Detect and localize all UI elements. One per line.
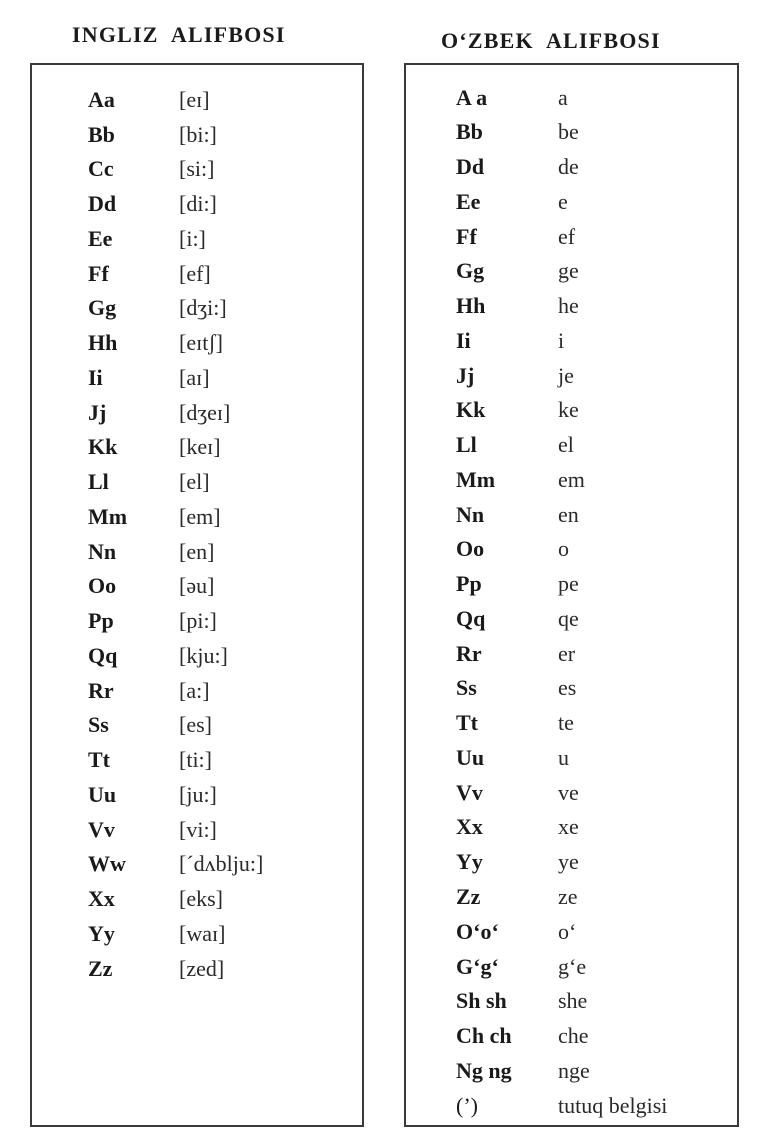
letter: Ff bbox=[456, 224, 477, 249]
alphabet-row bbox=[88, 815, 217, 845]
letter-name: em bbox=[558, 467, 585, 492]
alphabet-row bbox=[88, 328, 223, 358]
alphabet-row bbox=[88, 363, 210, 393]
alphabet-row bbox=[456, 465, 585, 495]
alphabet-row bbox=[456, 222, 576, 252]
alphabet-row bbox=[456, 1091, 668, 1121]
letter: Ss bbox=[88, 712, 109, 737]
alphabet-row bbox=[88, 224, 206, 254]
letter: Nn bbox=[88, 539, 117, 564]
letter-name: ef bbox=[558, 224, 576, 249]
pronunciation: [aɪ] bbox=[179, 365, 210, 390]
letter: Qq bbox=[88, 643, 118, 668]
alphabet-row bbox=[456, 639, 576, 669]
letter: Ww bbox=[88, 851, 126, 876]
pronunciation: [si:] bbox=[179, 156, 215, 181]
letter: Vv bbox=[456, 780, 483, 805]
letter-name: che bbox=[558, 1023, 589, 1048]
letter-name: be bbox=[558, 119, 579, 144]
pronunciation: [em] bbox=[179, 504, 221, 529]
letter: Ii bbox=[88, 365, 103, 390]
letter: G‘g‘ bbox=[456, 954, 499, 979]
alphabet-row bbox=[456, 326, 565, 356]
letter-name: de bbox=[558, 154, 579, 179]
alphabet-row bbox=[88, 919, 226, 949]
letter-name: ke bbox=[558, 397, 579, 422]
alphabet-row bbox=[456, 882, 578, 912]
letter-name: je bbox=[558, 363, 574, 388]
letter: Xx bbox=[456, 814, 483, 839]
pronunciation: [əu] bbox=[179, 573, 215, 598]
letter: Kk bbox=[456, 397, 486, 422]
letter-name: nge bbox=[558, 1058, 590, 1083]
alphabet-row bbox=[456, 743, 569, 773]
alphabet-row bbox=[456, 361, 574, 391]
letter-name: tutuq belgisi bbox=[558, 1093, 668, 1118]
alphabet-row bbox=[88, 154, 215, 184]
letter-name: qe bbox=[558, 606, 579, 631]
alphabet-row bbox=[88, 120, 217, 150]
alphabet-row bbox=[88, 293, 227, 323]
pronunciation: [eɪ] bbox=[179, 87, 210, 112]
alphabet-row bbox=[88, 571, 215, 601]
english-alphabet-table bbox=[30, 63, 364, 1127]
alphabet-row bbox=[456, 430, 574, 460]
letter: Rr bbox=[88, 678, 114, 703]
letter: Mm bbox=[88, 504, 128, 529]
letter: (’) bbox=[456, 1093, 478, 1118]
letter: Rr bbox=[456, 641, 482, 666]
letter: Uu bbox=[88, 782, 117, 807]
letter: Bb bbox=[456, 119, 483, 144]
pronunciation: [di:] bbox=[179, 191, 217, 216]
alphabet-row bbox=[88, 641, 228, 671]
letter: Gg bbox=[88, 295, 117, 320]
alphabet-row bbox=[88, 85, 210, 115]
alphabet-row bbox=[456, 917, 577, 947]
pronunciation: [eɪtʃ] bbox=[179, 330, 223, 355]
letter-name: g‘e bbox=[558, 954, 587, 979]
alphabet-row bbox=[456, 673, 577, 703]
alphabet-row bbox=[88, 398, 231, 428]
letter: O‘o‘ bbox=[456, 919, 499, 944]
alphabet-row bbox=[88, 467, 210, 497]
letter: Ll bbox=[456, 432, 477, 457]
pronunciation: [keɪ] bbox=[179, 434, 221, 459]
alphabet-row bbox=[88, 849, 264, 879]
alphabet-row bbox=[88, 259, 211, 289]
letter: Hh bbox=[88, 330, 118, 355]
uzbek-alphabet-table bbox=[404, 63, 739, 1127]
pronunciation: [vi:] bbox=[179, 817, 217, 842]
letter-name: i bbox=[558, 328, 565, 353]
letter-name: e bbox=[558, 189, 568, 214]
alphabet-row bbox=[88, 537, 215, 567]
pronunciation: [bi:] bbox=[179, 122, 217, 147]
pronunciation: [ef] bbox=[179, 261, 211, 286]
pronunciation: [ju:] bbox=[179, 782, 217, 807]
letter: Aa bbox=[88, 87, 115, 112]
pronunciation: [zed] bbox=[179, 956, 225, 981]
pronunciation: [kju:] bbox=[179, 643, 228, 668]
letter-name: she bbox=[558, 988, 588, 1013]
alphabet-row bbox=[88, 780, 217, 810]
letter: Ch ch bbox=[456, 1023, 512, 1048]
letter-name: en bbox=[558, 502, 579, 527]
pronunciation: [ˊdʌblju:] bbox=[179, 851, 264, 876]
letter: Jj bbox=[456, 363, 475, 388]
alphabet-row bbox=[456, 708, 574, 738]
letter: Pp bbox=[456, 571, 482, 596]
letter: Cc bbox=[88, 156, 114, 181]
pronunciation: [dʒeɪ] bbox=[179, 400, 231, 425]
letter-name: o bbox=[558, 536, 569, 561]
letter: Ll bbox=[88, 469, 109, 494]
letter-name: ze bbox=[558, 884, 578, 909]
alphabet-row bbox=[456, 569, 579, 599]
alphabet-row bbox=[456, 986, 588, 1016]
letter: Sh sh bbox=[456, 988, 507, 1013]
letter-name: o‘ bbox=[558, 919, 577, 944]
letter-name: es bbox=[558, 675, 577, 700]
pronunciation: [waɪ] bbox=[179, 921, 226, 946]
alphabet-row bbox=[88, 676, 210, 706]
letter-name: te bbox=[558, 710, 574, 735]
uzbek-alphabet-title: O‘ZBEK ALIFBOSI bbox=[441, 28, 661, 53]
letter: Ee bbox=[456, 189, 481, 214]
letter: Ee bbox=[88, 226, 113, 251]
letter: Bb bbox=[88, 122, 115, 147]
letter: A a bbox=[456, 85, 488, 110]
letter: Xx bbox=[88, 886, 115, 911]
letter: Tt bbox=[88, 747, 110, 772]
pronunciation: [dʒi:] bbox=[179, 295, 227, 320]
pronunciation: [pi:] bbox=[179, 608, 217, 633]
english-alphabet-title: INGLIZ ALIFBOSI bbox=[72, 22, 286, 47]
letter: Oo bbox=[456, 536, 485, 561]
letter: Ii bbox=[456, 328, 471, 353]
alphabet-row bbox=[456, 812, 579, 842]
alphabet-row bbox=[456, 500, 579, 530]
letter: Jj bbox=[88, 400, 107, 425]
letter: Zz bbox=[456, 884, 481, 909]
letter: Zz bbox=[88, 956, 113, 981]
alphabet-row bbox=[456, 534, 569, 564]
letter: Dd bbox=[88, 191, 117, 216]
letter-name: ge bbox=[558, 258, 579, 283]
letter: Yy bbox=[88, 921, 115, 946]
letter-name: el bbox=[558, 432, 574, 457]
alphabet-row bbox=[456, 187, 568, 217]
pronunciation: [el] bbox=[179, 469, 210, 494]
alphabet-row bbox=[456, 1056, 590, 1086]
alphabet-row bbox=[88, 710, 212, 740]
letter: Kk bbox=[88, 434, 118, 459]
alphabet-row bbox=[456, 604, 579, 634]
pronunciation: [es] bbox=[179, 712, 212, 737]
alphabet-row bbox=[88, 954, 225, 984]
alphabet-row bbox=[456, 256, 579, 286]
alphabet-row bbox=[456, 117, 579, 147]
pronunciation: [i:] bbox=[179, 226, 206, 251]
pronunciation: [eks] bbox=[179, 886, 223, 911]
letter-name: u bbox=[558, 745, 569, 770]
letter-name: a bbox=[558, 85, 568, 110]
letter: Oo bbox=[88, 573, 117, 598]
letter: Nn bbox=[456, 502, 485, 527]
alphabet-row bbox=[88, 606, 217, 636]
alphabet-row bbox=[456, 395, 579, 425]
letter: Mm bbox=[456, 467, 496, 492]
letter: Gg bbox=[456, 258, 485, 283]
letter: Tt bbox=[456, 710, 478, 735]
alphabet-row bbox=[88, 432, 221, 462]
alphabet-row bbox=[88, 189, 217, 219]
pronunciation: [ti:] bbox=[179, 747, 212, 772]
letter: Ng ng bbox=[456, 1058, 512, 1083]
pronunciation: [en] bbox=[179, 539, 215, 564]
letter-name: ve bbox=[558, 780, 579, 805]
letter-name: he bbox=[558, 293, 579, 318]
letter: Ff bbox=[88, 261, 109, 286]
alphabet-row bbox=[88, 502, 221, 532]
letter: Ss bbox=[456, 675, 477, 700]
letter: Pp bbox=[88, 608, 114, 633]
letter: Uu bbox=[456, 745, 485, 770]
alphabet-row bbox=[456, 152, 579, 182]
letter-name: ye bbox=[558, 849, 579, 874]
alphabet-row bbox=[456, 847, 579, 877]
alphabet-row bbox=[456, 1021, 589, 1051]
letter: Qq bbox=[456, 606, 486, 631]
alphabet-row bbox=[88, 884, 223, 914]
letter: Vv bbox=[88, 817, 115, 842]
alphabet-row bbox=[456, 778, 579, 808]
alphabet-row bbox=[88, 745, 212, 775]
alphabet-row bbox=[456, 952, 587, 982]
alphabet-row bbox=[456, 291, 579, 321]
letter: Hh bbox=[456, 293, 486, 318]
alphabet-row bbox=[456, 83, 568, 113]
letter-name: er bbox=[558, 641, 576, 666]
letter-name: pe bbox=[558, 571, 579, 596]
letter: Dd bbox=[456, 154, 485, 179]
pronunciation: [a:] bbox=[179, 678, 210, 703]
letter-name: xe bbox=[558, 814, 579, 839]
letter: Yy bbox=[456, 849, 483, 874]
